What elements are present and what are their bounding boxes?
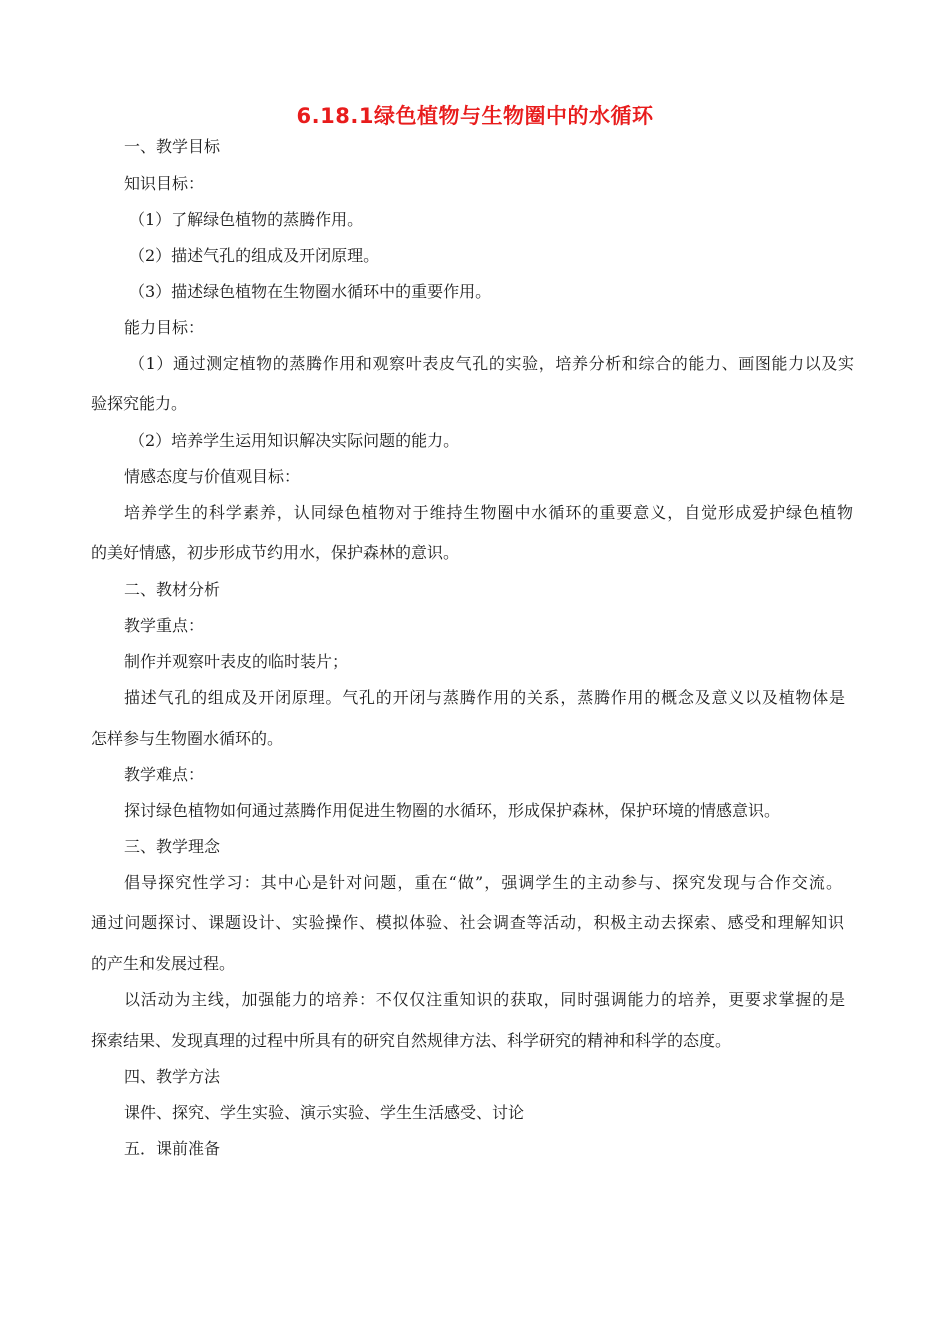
difficulty-1: 探讨绿色植物如何通过蒸腾作用促进生物圈的水循环，形成保护森林，保护环境的情感意识。	[124, 801, 781, 820]
philosophy-para-1-line-2: 通过问题探讨、课题设计、实验操作、模拟体验、社会调查等活动，积极主动去探索、感受和理解知识	[91, 913, 844, 932]
subheading-knowledge-goals: 知识目标：	[124, 174, 205, 193]
subheading-attitude-goals: 情感态度与价值观目标：	[124, 467, 301, 486]
ability-goal-1-line-2: 验探究能力。	[91, 394, 188, 413]
heading-material-analysis: 二、教材分析	[124, 580, 221, 599]
ability-goal-2: （2）培养学生运用知识解决实际问题的能力。	[129, 431, 460, 450]
philosophy-para-1-line-3: 的产生和发展过程。	[91, 954, 236, 973]
heading-preparation: 五．课前准备	[124, 1139, 221, 1158]
document-title: 6.18.1绿色植物与生物圈中的水循环	[296, 104, 654, 128]
heading-teaching-philosophy: 三、教学理念	[124, 837, 221, 856]
key-point-2-line-1: 描述气孔的组成及开闭原理。气孔的开闭与蒸腾作用的关系，蒸腾作用的概念及意义以及植物体是	[124, 688, 845, 707]
knowledge-goal-2: （2）描述气孔的组成及开闭原理。	[129, 246, 380, 265]
teaching-methods-list: 课件、探究、学生实验、演示实验、学生生活感受、讨论	[124, 1103, 525, 1122]
heading-teaching-methods: 四、教学方法	[124, 1067, 221, 1086]
knowledge-goal-3: （3）描述绿色植物在生物圈水循环中的重要作用。	[129, 282, 492, 301]
heading-teaching-goals: 一、教学目标	[124, 137, 221, 156]
attitude-goal-line-2: 的美好情感，初步形成节约用水，保护森林的意识。	[91, 543, 460, 562]
philosophy-para-1-line-1: 倡导探究性学习：其中心是针对问题，重在“做”，强调学生的主动参与、探究发现与合作交流。	[124, 873, 842, 892]
key-point-2-line-2: 怎样参与生物圈水循环的。	[91, 729, 284, 748]
attitude-goal-line-1: 培养学生的科学素养，认同绿色植物对于维持生物圈中水循环的重要意义，自觉形成爱护绿色植物	[124, 503, 853, 522]
subheading-difficulties: 教学难点：	[124, 765, 205, 784]
ability-goal-1-line-1: （1）通过测定植物的蒸腾作用和观察叶表皮气孔的实验，培养分析和综合的能力、画图能力以及实	[129, 354, 854, 373]
knowledge-goal-1: （1）了解绿色植物的蒸腾作用。	[129, 210, 364, 229]
subheading-key-points: 教学重点：	[124, 616, 205, 635]
key-point-1: 制作并观察叶表皮的临时装片；	[124, 652, 349, 671]
subheading-ability-goals: 能力目标：	[124, 318, 205, 337]
philosophy-para-2-line-2: 探索结果、发现真理的过程中所具有的研究自然规律方法、科学研究的精神和科学的态度。	[91, 1031, 732, 1050]
philosophy-para-2-line-1: 以活动为主线，加强能力的培养：不仅仅注重知识的获取，同时强调能力的培养，更要求掌握的是	[124, 990, 845, 1009]
